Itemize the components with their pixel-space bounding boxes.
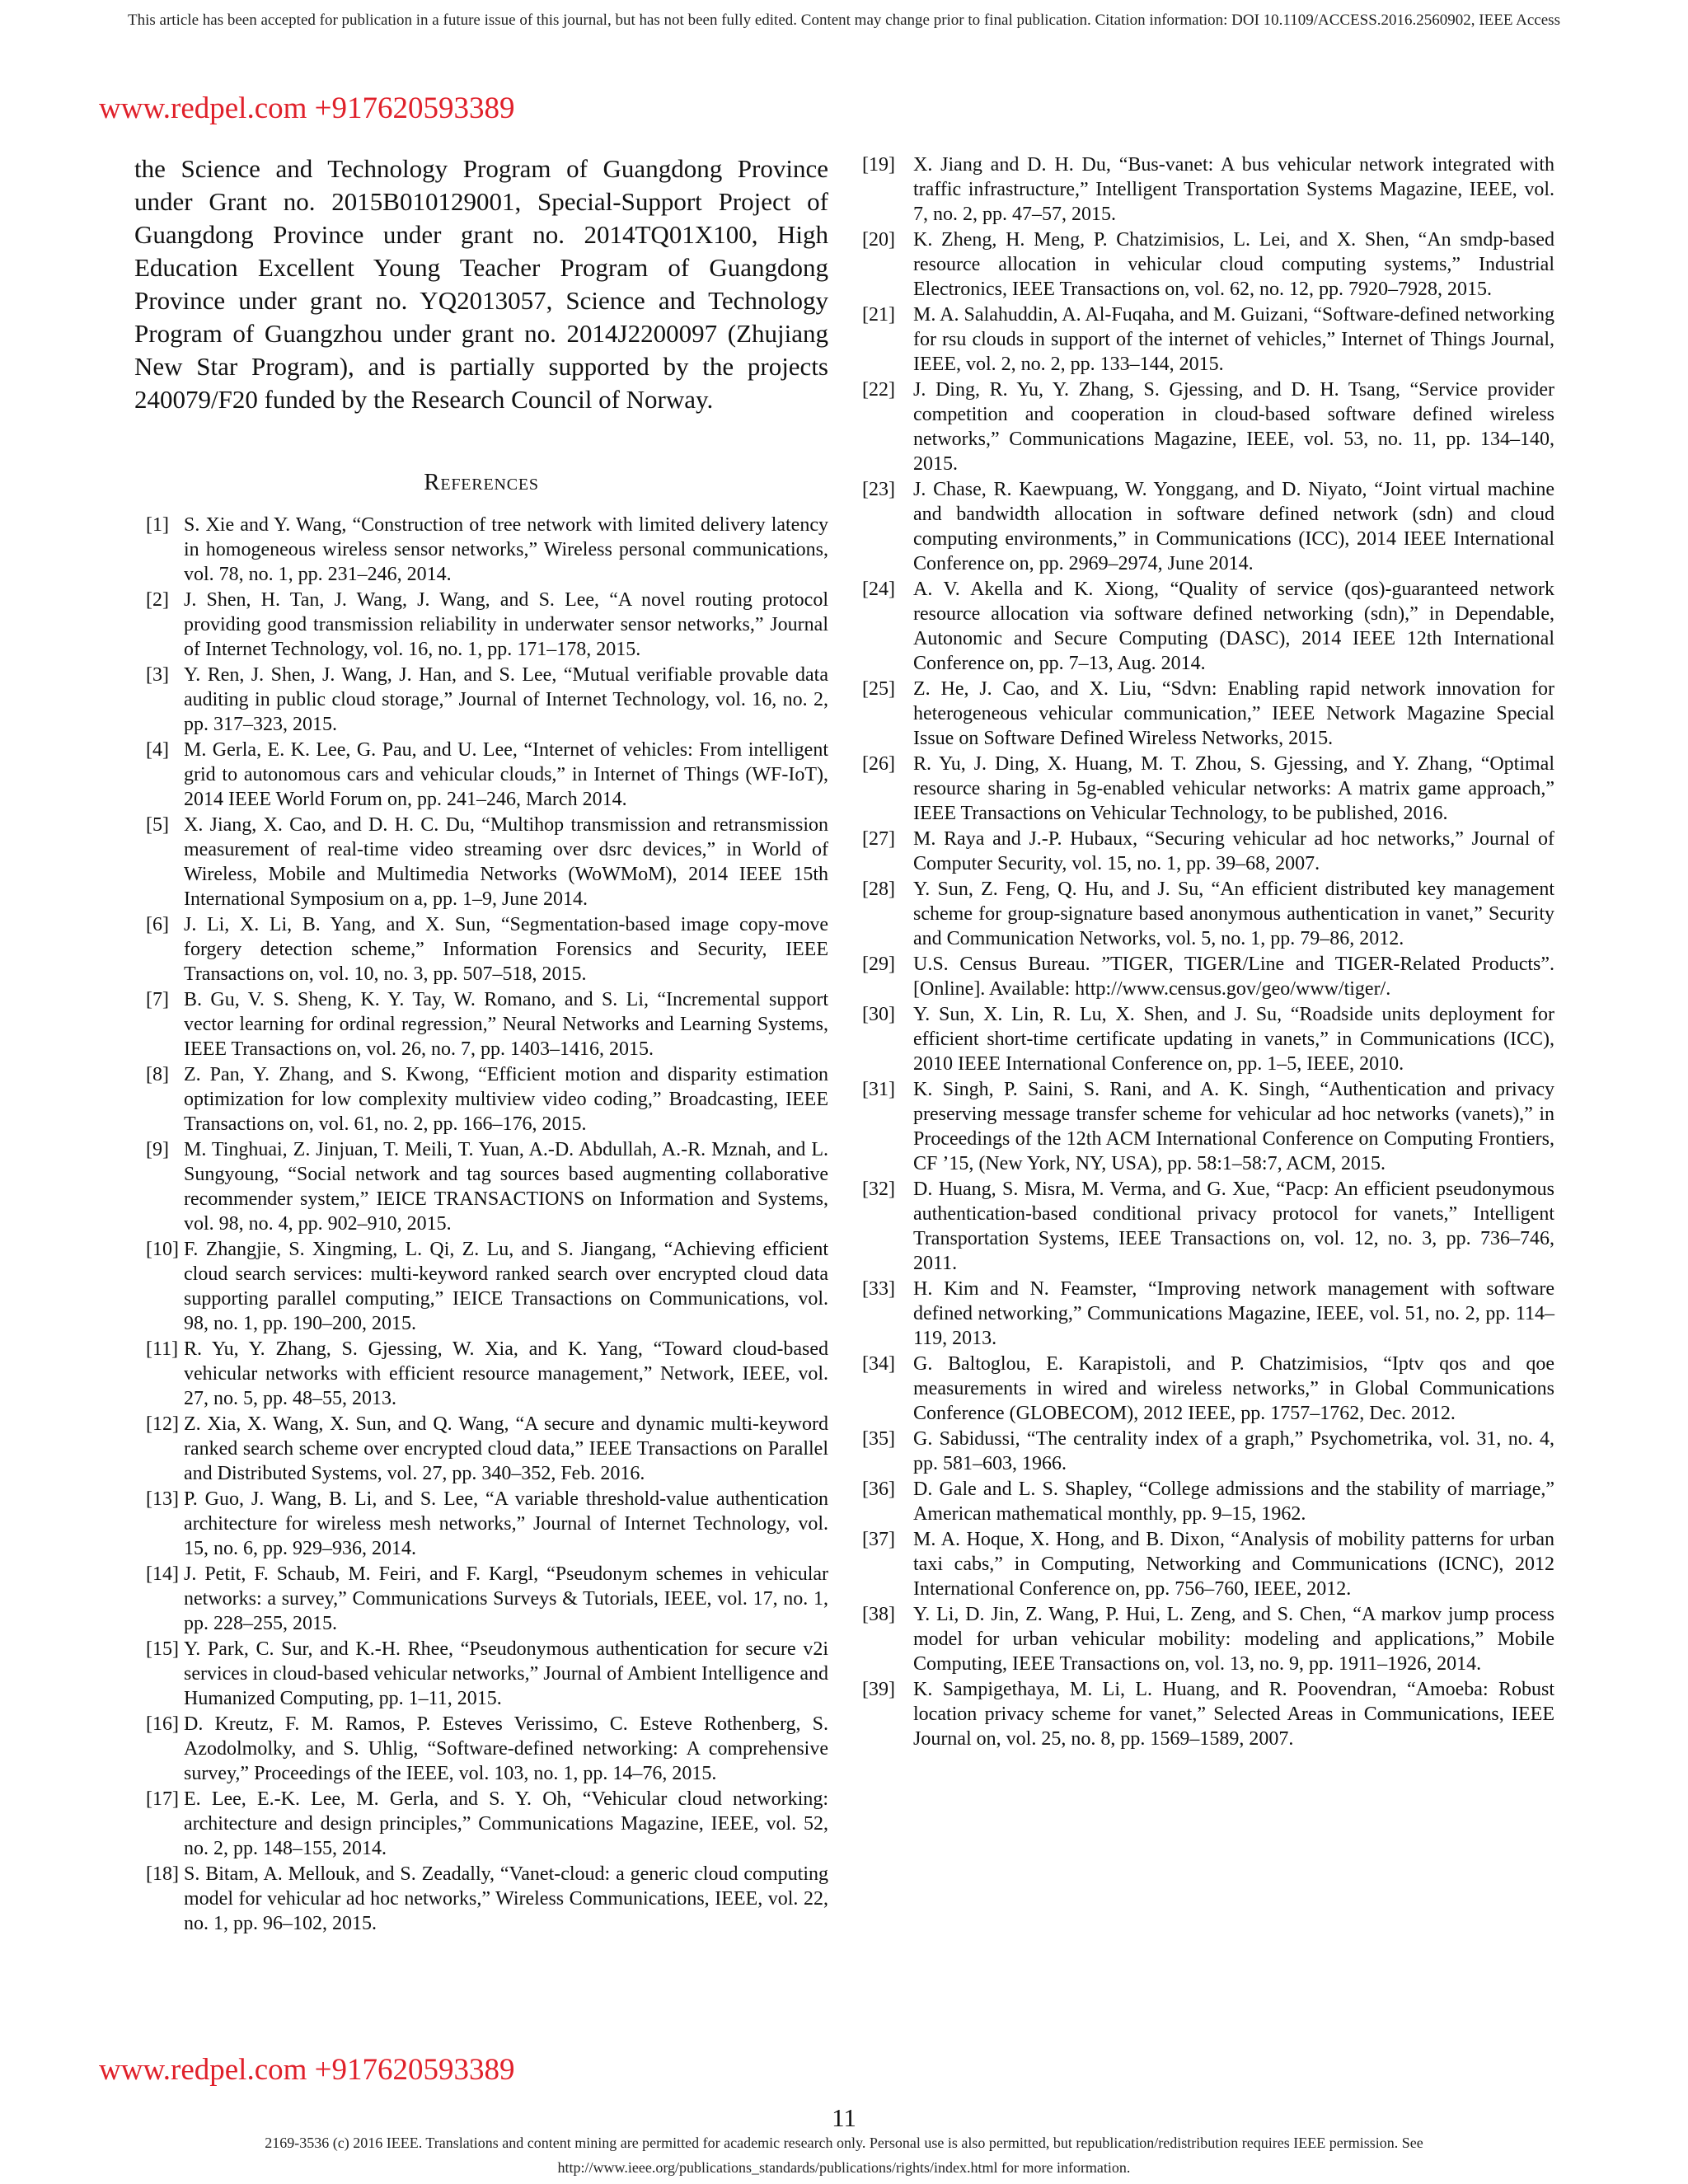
reference-text: Z. He, J. Cao, and X. Liu, “Sdvn: Enabling rapid network innovation for heterogeneous vehicular communication,” IEEE Network Magazine Special Issue on Software Defined Wireless Networks, 2015. (913, 678, 1554, 749)
reference-number: [37] (862, 1529, 895, 1550)
reference-item (862, 227, 1554, 302)
reference-list-right (862, 152, 1554, 1751)
reference-number: [38] (862, 1604, 895, 1625)
reference-item (862, 1177, 1554, 1276)
reference-text: Y. Sun, X. Lin, R. Lu, X. Shen, and J. Su, “Roadside units deployment for efficient short-time certificate updating in vanets,” in Communications (ICC), 2010 IEEE International Conference on, pp. 1–5, IEEE, 2010. (913, 1004, 1554, 1075)
reference-number: [21] (862, 304, 895, 326)
reference-text: F. Zhangjie, S. Xingming, L. Qi, Z. Lu, and S. Jiangang, “Achieving efficient cloud search services: multi-keyword ranked search over encrypted cloud data supporting parallel computing,” IEICE Transactions on Communications, vol. 98, no. 1, pp. 190–200, 2015. (184, 1239, 828, 1334)
reference-text: G. Baltoglou, E. Karapistoli, and P. Chatzimisios, “Iptv qos and qoe measurements in wired and wireless networks,” in Global Communications Conference (GLOBECOM), 2012 IEEE, pp. 1757–1762, Dec. 2012. (913, 1353, 1554, 1424)
reference-number: [20] (862, 229, 895, 251)
reference-text: M. A. Salahuddin, A. Al-Fuqaha, and M. Guizani, “Software-defined networking for rsu clouds in support of the internet of vehicles,” Internet of Things Journal, IEEE, vol. 2, no. 2, pp. 133–144, 2015. (913, 304, 1554, 375)
reference-number: [29] (862, 954, 895, 975)
reference-number: [17] (146, 1788, 179, 1810)
reference-item (146, 1712, 828, 1786)
reference-number: [12] (146, 1413, 179, 1435)
reference-item (862, 1477, 1554, 1526)
reference-number: [11] (146, 1338, 179, 1360)
reference-text: Y. Li, D. Jin, Z. Wang, P. Hui, L. Zeng, and S. Chen, “A markov jump process model for urban vehicular mobility: modeling and applications,” Mobile Computing, IEEE Transactions on, vol. 13, no. 9, pp. 1911–1926, 2014. (913, 1604, 1554, 1675)
reference-item (146, 513, 828, 587)
reference-item (862, 1002, 1554, 1076)
reference-text: R. Yu, Y. Zhang, S. Gjessing, W. Xia, and K. Yang, “Toward cloud-based vehicular networks with efficient resource management,” Network, IEEE, vol. 27, no. 5, pp. 48–55, 2013. (184, 1338, 828, 1409)
reference-item (146, 1787, 828, 1861)
reference-number: [24] (862, 579, 895, 600)
reference-text: M. Gerla, E. K. Lee, G. Pau, and U. Lee, “Internet of vehicles: From intelligent grid to autonomous cars and vehicular clouds,” in Internet of Things (WF-IoT), 2014 IEEE World Forum on, pp. 241–246, March 2014. (184, 739, 828, 810)
reference-item (146, 1337, 828, 1411)
footer-line-2: http://www.ieee.org/publications_standards/publications/rights/index.html for more information. (557, 2159, 1131, 2176)
reference-number: [3] (146, 664, 169, 686)
reference-number: [31] (862, 1079, 895, 1100)
reference-item (146, 987, 828, 1062)
reference-text: J. Chase, R. Kaewpuang, W. Yonggang, and D. Niyato, “Joint virtual machine and bandwidth allocation in software defined network (sdn) and cloud computing environments,” in Communications (ICC), 2014 IEEE International Conference on, pp. 2969–2974, June 2014. (913, 479, 1554, 574)
reference-number: [2] (146, 589, 169, 611)
reference-item (146, 813, 828, 912)
reference-text: B. Gu, V. S. Sheng, K. Y. Tay, W. Romano, and S. Li, “Incremental support vector learning for ordinal regression,” Neural Networks and Learning Systems, IEEE Transactions on, vol. 26, no. 7, pp. 1403–1416, 2015. (184, 989, 828, 1060)
reference-item (146, 1637, 828, 1711)
reference-text: Z. Xia, X. Wang, X. Sun, and Q. Wang, “A secure and dynamic multi-keyword ranked search scheme over encrypted cloud data,” IEEE Transactions on Parallel and Distributed Systems, vol. 27, pp. 340–352, Feb. 2016. (184, 1413, 828, 1484)
reference-text: J. Petit, F. Schaub, M. Feiri, and F. Kargl, “Pseudonym schemes in vehicular networks: a survey,” Communications Surveys & Tutorials, IEEE, vol. 17, no. 1, pp. 228–255, 2015. (184, 1563, 828, 1634)
reference-text: S. Xie and Y. Wang, “Construction of tree network with limited delivery latency in homogeneous wireless sensor networks,” Wireless personal communications, vol. 78, no. 1, pp. 231–246, 2014. (184, 514, 828, 585)
reference-text: R. Yu, J. Ding, X. Huang, M. T. Zhou, S. Gjessing, and Y. Zhang, “Optimal resource sharing in 5g-enabled vehicular networks: A matrix game approach,” IEEE Transactions on Vehicular Technology, to be published, 2016. (913, 753, 1554, 824)
reference-number: [27] (862, 828, 895, 850)
reference-text: M. Raya and J.-P. Hubaux, “Securing vehicular ad hoc networks,” Journal of Computer Security, vol. 15, no. 1, pp. 39–68, 2007. (913, 828, 1554, 874)
reference-item (862, 1427, 1554, 1476)
reference-number: [28] (862, 879, 895, 900)
reference-item (146, 738, 828, 812)
reference-number: [5] (146, 814, 169, 836)
reference-number: [10] (146, 1239, 179, 1260)
acknowledgment-paragraph: the Science and Technology Program of Guangdong Province under Grant no. 2015B010129001, Special-Support Project of Guangdong Province under grant no. 2014TQ01X100, High Education Excellent Young Teacher Program of Guangdong Province under grant no. YQ2013057, Science and Technology Program of Guangzhou under grant no. 2014J2200097 (Zhujiang New Star Program), and is partially supported by the projects 240079/F20 funded by the Research Council of Norway. (134, 154, 828, 414)
copyright-footer (0, 2130, 1688, 2180)
reference-item (146, 663, 828, 737)
reference-number: [1] (146, 514, 169, 536)
reference-text: D. Kreutz, F. M. Ramos, P. Esteves Verissimo, C. Esteve Rothenberg, S. Azodolmolky, and S. Uhlig, “Software-defined networking: A comprehensive survey,” Proceedings of the IEEE, vol. 103, no. 1, pp. 14–76, 2015. (184, 1713, 828, 1784)
reference-item (862, 477, 1554, 576)
reference-item (146, 1487, 828, 1561)
reference-item (862, 877, 1554, 951)
watermark-top: www.redpel.com +917620593389 (99, 91, 515, 125)
reference-item (146, 1412, 828, 1486)
reference-number: [33] (862, 1278, 895, 1300)
page-number: 11 (832, 2103, 856, 2132)
reference-text: P. Guo, J. Wang, B. Li, and S. Lee, “A variable threshold-value authentication architecture for wireless mesh networks,” Journal of Internet Technology, vol. 15, no. 6, pp. 929–936, 2014. (184, 1488, 828, 1559)
reference-item (862, 1602, 1554, 1676)
reference-number: [8] (146, 1064, 169, 1085)
left-column (134, 152, 828, 1937)
reference-text: G. Sabidussi, “The centrality index of a graph,” Psychometrika, vol. 31, no. 4, pp. 581–603, 1966. (913, 1428, 1554, 1474)
reference-text: X. Jiang and D. H. Du, “Bus-vanet: A bus vehicular network integrated with traffic infrastructure,” Intelligent Transportation Systems Magazine, IEEE, vol. 7, no. 2, pp. 47–57, 2015. (913, 154, 1554, 225)
reference-number: [35] (862, 1428, 895, 1450)
reference-text: U.S. Census Bureau. ”TIGER, TIGER/Line and TIGER-Related Products”. [Online]. Available: http://www.census.gov/geo/www/tiger/. (913, 954, 1554, 1000)
reference-number: [23] (862, 479, 895, 500)
reference-item (862, 1352, 1554, 1426)
reference-number: [15] (146, 1638, 179, 1660)
reference-text: E. Lee, E.-K. Lee, M. Gerla, and S. Y. Oh, “Vehicular cloud networking: architecture and design principles,” Communications Magazine, IEEE, vol. 52, no. 2, pp. 148–155, 2014. (184, 1788, 828, 1859)
reference-item (862, 152, 1554, 227)
reference-text: J. Shen, H. Tan, J. Wang, J. Wang, and S. Lee, “A novel routing protocol providing good transmission reliability in underwater sensor networks,” Journal of Internet Technology, vol. 16, no. 1, pp. 171–178, 2015. (184, 589, 828, 660)
reference-text: M. A. Hoque, X. Hong, and B. Dixon, “Analysis of mobility patterns for urban taxi cabs,” in Computing, Networking and Communications (ICNC), 2012 International Conference on, pp. 756–760, IEEE, 2012. (913, 1529, 1554, 1600)
reference-text: K. Sampigethaya, M. Li, L. Huang, and R. Poovendran, “Amoeba: Robust location privacy scheme for vanet,” Selected Areas in Communications, IEEE Journal on, vol. 25, no. 8, pp. 1569–1589, 2007. (913, 1679, 1554, 1750)
reference-number: [19] (862, 154, 895, 176)
reference-text: A. V. Akella and K. Xiong, “Quality of service (qos)-guaranteed network resource allocation via software defined networking (sdn),” in Dependable, Autonomic and Secure Computing (DASC), 2014 IEEE 12th International Conference on, pp. 7–13, Aug. 2014. (913, 579, 1554, 674)
reference-item (862, 302, 1554, 377)
reference-number: [26] (862, 753, 895, 775)
reference-number: [39] (862, 1679, 895, 1700)
reference-number: [18] (146, 1863, 179, 1885)
reference-item (146, 1062, 828, 1137)
reference-item (146, 1862, 828, 1936)
reference-text: Z. Pan, Y. Zhang, and S. Kwong, “Efficient motion and disparity estimation optimization for low complexity multiview video coding,” Broadcasting, IEEE Transactions on, vol. 61, no. 2, pp. 166–176, 2015. (184, 1064, 828, 1135)
reference-number: [36] (862, 1479, 895, 1500)
reference-text: J. Li, X. Li, B. Yang, and X. Sun, “Segmentation-based image copy-move forgery detection scheme,” Information Forensics and Security, IEEE Transactions on, vol. 10, no. 3, pp. 507–518, 2015. (184, 914, 828, 985)
reference-item (862, 1527, 1554, 1601)
watermark-bottom: www.redpel.com +917620593389 (99, 2053, 515, 2087)
references-heading: References (424, 469, 539, 495)
reference-item (862, 1277, 1554, 1351)
reference-number: [4] (146, 739, 169, 761)
reference-item (862, 377, 1554, 476)
reference-text: K. Singh, P. Saini, S. Rani, and A. K. Singh, “Authentication and privacy preserving message transfer scheme for vehicular ad hoc networks (vanets),” in Proceedings of the 12th ACM International Conference on Computing Frontiers, CF ’15, (New York, NY, USA), pp. 58:1–58:7, ACM, 2015. (913, 1079, 1554, 1174)
reference-number: [13] (146, 1488, 179, 1510)
reference-number: [34] (862, 1353, 895, 1375)
reference-item (862, 1077, 1554, 1176)
reference-text: K. Zheng, H. Meng, P. Chatzimisios, L. Lei, and X. Shen, “An smdp-based resource allocation in vehicular cloud computing systems,” Industrial Electronics, IEEE Transactions on, vol. 62, no. 12, pp. 7920–7928, 2015. (913, 229, 1554, 300)
reference-number: [9] (146, 1139, 169, 1160)
reference-text: D. Huang, S. Misra, M. Verma, and G. Xue, “Pacp: An efficient pseudonymous authentication-based conditional privacy protocol for vanets,” Intelligent Transportation Systems, IEEE Transactions on, vol. 12, no. 3, pp. 736–746, 2011. (913, 1179, 1554, 1274)
reference-item (862, 952, 1554, 1001)
reference-text: J. Ding, R. Yu, Y. Zhang, S. Gjessing, and D. H. Tsang, “Service provider competition and cooperation in cloud-based software defined wireless networks,” Communications Magazine, IEEE, vol. 53, no. 11, pp. 134–140, 2015. (913, 379, 1554, 475)
reference-item (862, 1677, 1554, 1751)
reference-item (862, 752, 1554, 826)
reference-text: D. Gale and L. S. Shapley, “College admissions and the stability of marriage,” American mathematical monthly, pp. 9–15, 1962. (913, 1479, 1554, 1525)
right-column (862, 152, 1554, 1752)
reference-number: [16] (146, 1713, 179, 1735)
reference-text: Y. Ren, J. Shen, J. Wang, J. Han, and S. Lee, “Mutual verifiable provable data auditing in public cloud storage,” Journal of Internet Technology, vol. 16, no. 2, pp. 317–323, 2015. (184, 664, 828, 735)
reference-item (146, 912, 828, 987)
reference-text: Y. Sun, Z. Feng, Q. Hu, and J. Su, “An efficient distributed key management scheme for group-signature based anonymous authentication in vanet,” Security and Communication Networks, vol. 5, no. 1, pp. 79–86, 2012. (913, 879, 1554, 949)
reference-item (862, 827, 1554, 876)
reference-item (146, 588, 828, 662)
reference-text: M. Tinghuai, Z. Jinjuan, T. Meili, T. Yuan, A.-D. Abdullah, A.-R. Mznah, and L. Sungyoung, “Social network and tag sources based augmenting collaborative recommender system,” IEICE TRANSACTIONS on Information and Systems, vol. 98, no. 4, pp. 902–910, 2015. (184, 1139, 828, 1235)
reference-text: H. Kim and N. Feamster, “Improving network management with software defined networking,” Communications Magazine, IEEE, vol. 51, no. 2, pp. 114–119, 2013. (913, 1278, 1554, 1349)
reference-number: [22] (862, 379, 895, 401)
reference-item (862, 677, 1554, 751)
reference-number: [7] (146, 989, 169, 1010)
reference-text: Y. Park, C. Sur, and K.-H. Rhee, “Pseudonymous authentication for secure v2i services in cloud-based vehicular networks,” Journal of Ambient Intelligence and Humanized Computing, pp. 1–11, 2015. (184, 1638, 828, 1709)
reference-number: [30] (862, 1004, 895, 1025)
reference-item (146, 1237, 828, 1336)
reference-item (146, 1137, 828, 1236)
reference-item (146, 1562, 828, 1636)
reference-number: [6] (146, 914, 169, 935)
reference-text: S. Bitam, A. Mellouk, and S. Zeadally, “Vanet-cloud: a generic cloud computing model for vehicular ad hoc networks,” Wireless Communications, IEEE, vol. 22, no. 1, pp. 96–102, 2015. (184, 1863, 828, 1934)
reference-number: [32] (862, 1179, 895, 1200)
reference-list-left (134, 513, 828, 1936)
reference-text: X. Jiang, X. Cao, and D. H. C. Du, “Multihop transmission and retransmission measurement of real-time video streaming over dsrc devices,” in World of Wireless, Mobile and Multimedia Networks (WoWMoM), 2014 IEEE 15th International Symposium on a, pp. 1–9, June 2014. (184, 814, 828, 910)
reference-number: [25] (862, 678, 895, 700)
publication-notice: This article has been accepted for publication in a future issue of this journal, but has not been fully edited. Content may change prior to final publication. Citation information: DOI 10.1109/ACCESS.2016.2560902, IEEE Access (128, 12, 1560, 29)
footer-line-1: 2169-3536 (c) 2016 IEEE. Translations and content mining are permitted for academic research only. Personal use is also permitted, but republication/redistribution requires IEEE permission. See (265, 2135, 1423, 2151)
reference-item (862, 577, 1554, 676)
reference-number: [14] (146, 1563, 179, 1585)
